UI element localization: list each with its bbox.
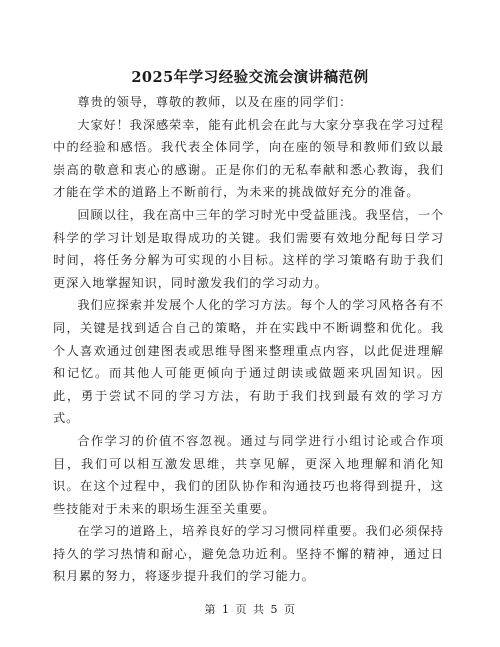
footer-suffix: 页	[284, 603, 296, 616]
footer-page-number: 1	[222, 603, 230, 616]
page-footer	[0, 601, 500, 617]
document-title: 2025年学习经验交流会演讲稿范例	[131, 69, 369, 86]
study-habits-paragraph: 在学习的道路上，培养良好的学习习惯同样重要。我们必须保持持久的学习热情和耐心，避免急功近利。坚持不懈的精神，通过日积月累的努力，将逐步提升我们的学习能力。	[53, 524, 444, 584]
footer-prefix: 第	[204, 603, 216, 616]
document-body	[53, 91, 444, 588]
footer-total-pages: 5	[270, 603, 278, 616]
greeting-paragraph: 大家好！我深感荣幸，能有此机会在此与大家分享我在学习过程中的经验和感悟。我代表全体同学，向在座的领导和教师们致以最崇高的敬意和衷心的感谢。正是你们的无私奉献和悉心教诲，我们才能在学术的道路上不断前行，为未来的挑战做好充分的准备。	[53, 117, 444, 200]
footer-total-word: 共	[253, 603, 265, 616]
salutation-paragraph: 尊贵的领导，尊敬的教师，以及在座的同学们：	[77, 95, 353, 109]
learning-method-paragraph: 我们应探索并发展个人化的学习方法。每个人的学习风格各有不同，关键是找到适合自己的策略，并在实践中不断调整和优化。我个人喜欢通过创建图表或思维导图来整理重点内容，以此促进理解和记忆。而其他人可能更倾向于通过朗读或做题来巩固知识。因此，勇于尝试不同的学习方法，有助于我们找到最有效的学习方式。	[53, 298, 444, 426]
cooperative-learning-paragraph: 合作学习的价值不容忽视。通过与同学进行小组讨论或合作项目，我们可以相互激发思维，共享见解，更深入地理解和消化知识。在这个过程中，我们的团队协作和沟通技巧也将得到提升，这些技能对于未来的职场生涯至关重要。	[53, 433, 444, 516]
study-plan-paragraph: 回顾以往，我在高中三年的学习时光中受益匪浅。我坚信，一个科学的学习计划是取得成功的关键。我们需要有效地分配每日学习时间，将任务分解为可实现的小目标。这样的学习策略有助于我们更深入地掌握知识，同时激发我们的学习动力。	[53, 207, 444, 290]
footer-page-word: 页	[235, 603, 247, 616]
